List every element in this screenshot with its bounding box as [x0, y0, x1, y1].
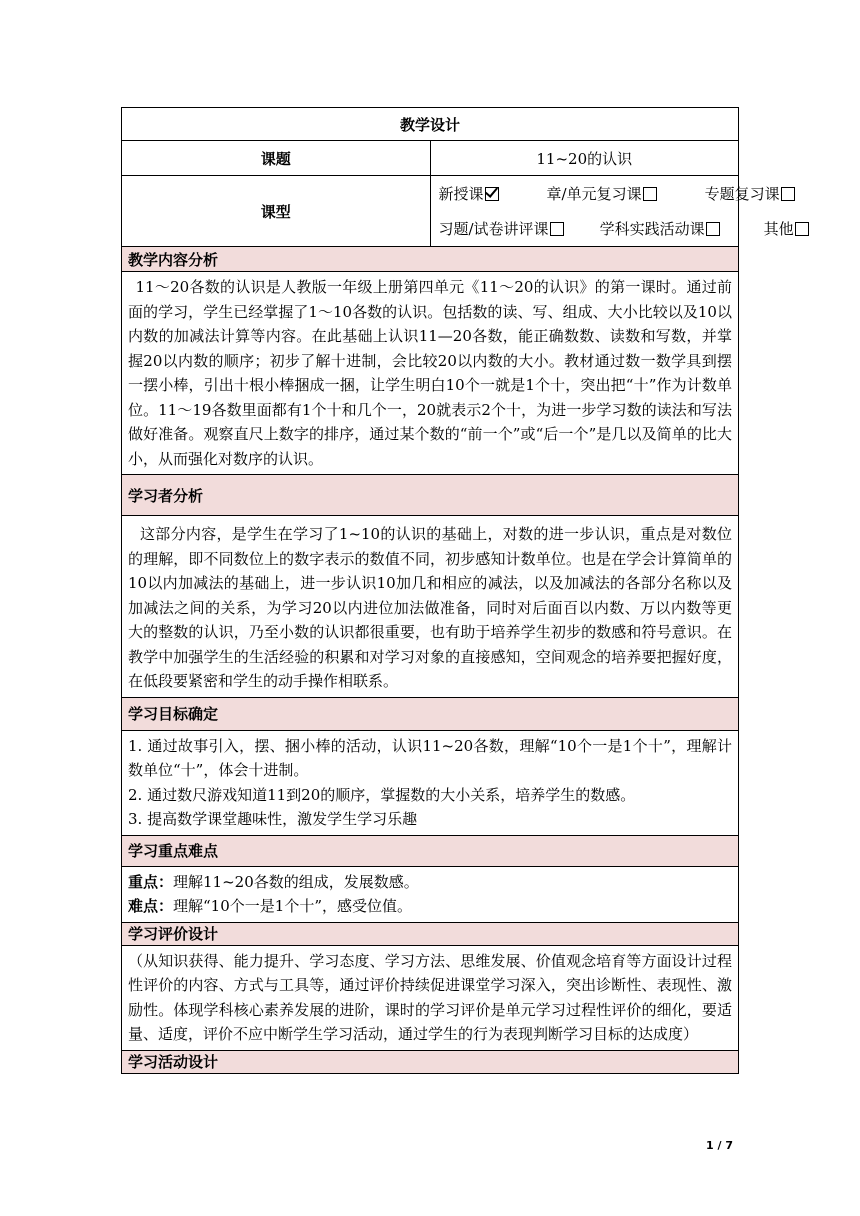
topic-label: 课题 [122, 141, 431, 176]
section-heading-content-analysis: 教学内容分析 [122, 247, 739, 272]
option-label: 专题复习课 [704, 185, 780, 203]
section-body-content-analysis [122, 272, 739, 475]
checkbox-checked-icon[interactable] [485, 187, 499, 201]
option-unit-review[interactable] [547, 183, 657, 204]
section-body-evaluation [122, 945, 739, 1050]
option-practice-activity[interactable] [600, 218, 720, 239]
course-type-label: 课型 [122, 176, 431, 247]
lesson-plan-table [121, 107, 794, 1074]
topic-value: 11~20的认识 [430, 141, 739, 176]
checkbox-icon[interactable] [706, 222, 720, 236]
section-heading-learner-analysis: 学习者分析 [122, 475, 739, 516]
option-label: 学科实践活动课 [599, 220, 705, 238]
section-body-key-points [122, 866, 739, 922]
content-analysis-text: 11～20各数的认识是人教版一年级上册第四单元《11～20的认识》的第一课时。通过前面的学习，学生已经掌握了1～10各数的认识。包括数的读、写、组成、大小比较以及10以内数的加减法计算等内容。在此基础上认识11—20各数，能正确数数、读数和写数，并掌握20以内数的顺序；初步了解十进制，会比较20以内数的大小。教材通过数一数学具到摆一摆小棒，引出十根小棒捆成一捆，让学生明白10个一就是1个十，突出把“十”作为计数单位。11～19各数里面都有1个十和几个一，20就表示2个十，为进一步学习数的读法和写法做好准备。观察直尺上数字的排序，通过某个数的“前一个”或“后一个”是几以及简单的比大小，从而强化对数序的认识。 [128, 278, 732, 468]
option-new-lesson[interactable] [439, 183, 499, 204]
option-other[interactable] [764, 218, 809, 239]
table-title: 教学设计 [122, 108, 739, 141]
checkbox-icon[interactable] [643, 187, 657, 201]
course-type-options [430, 176, 794, 247]
option-exercise-review[interactable] [439, 218, 564, 239]
key-point-text: 理解11~20各数的组成，发展数感。 [173, 872, 419, 891]
checkbox-icon[interactable] [550, 222, 564, 236]
difficult-point-line [128, 894, 732, 919]
key-point-label: 重点： [128, 872, 174, 891]
page-number: 1 / 7 [706, 1139, 733, 1152]
section-heading-activity: 学习活动设计 [122, 1050, 739, 1073]
difficult-point-text: 理解“10个一是1个十”，感受位值。 [173, 897, 412, 915]
checkbox-icon[interactable] [781, 187, 795, 201]
key-point-line [128, 870, 732, 895]
section-heading-evaluation: 学习评价设计 [122, 922, 739, 945]
section-body-goals [122, 730, 739, 835]
section-heading-key-points: 学习重点难点 [122, 835, 739, 866]
goal-item: 2. 通过数尺游戏知道11到20的顺序，掌握数的大小关系，培养学生的数感。 [128, 785, 636, 804]
section-heading-goals: 学习目标确定 [122, 697, 739, 730]
evaluation-text: （从知识获得、能力提升、学习态度、学习方法、思维发展、价值观念培育等方面设计过程性评价的内容、方式与工具等，通过评价持续促进课堂学习深入，突出诊断性、表现性、激励性。体现学科核心素养发展的进阶，课时的学习评价是单元学习过程性评价的细化，要适量、适度，评价不应中断学生学习活动，通过学生的行为表现判断学习目标的达成度） [128, 951, 732, 1043]
goal-item: 3. 提高数学课堂趣味性，激发学生学习乐趣 [128, 810, 418, 828]
option-label: 习题/试卷讲评课 [438, 220, 549, 238]
checkbox-icon[interactable] [795, 222, 809, 236]
option-label: 新授课 [438, 185, 484, 203]
option-label: 章/单元复习课 [546, 185, 642, 203]
section-body-learner-analysis [122, 516, 739, 698]
goal-item: 1. 通过故事引入，摆、捆小棒的活动，认识11~20各数，理解“10个一是1个十”，理解计数单位“十”，体会十进制。 [128, 736, 732, 779]
learner-analysis-text: 这部分内容，是学生在学习了1~10的认识的基础上，对数的进一步认识，重点是对数位的理解，即不同数位上的数字表示的数值不同，初步感知计数单位。也是在学会计算简单的10以内加减法的基础上，进一步认识10加几和相应的减法，以及加减法的各部分名称以及加减法之间的关系，为学习20以内进位加法做准备，同时对后面百以内数、万以内数等更大的整数的认识，乃至小数的认识都很重要，也有助于培养学生初步的数感和符号意识。在教学中加强学生的生活经验的积累和对学习对象的直接感知，空间观念的培养要把握好度，在低段要紧密和学生的动手操作相联系。 [128, 525, 732, 690]
option-label: 其他 [763, 220, 794, 238]
difficult-point-label: 难点： [128, 897, 174, 915]
option-topic-review[interactable] [705, 183, 795, 204]
